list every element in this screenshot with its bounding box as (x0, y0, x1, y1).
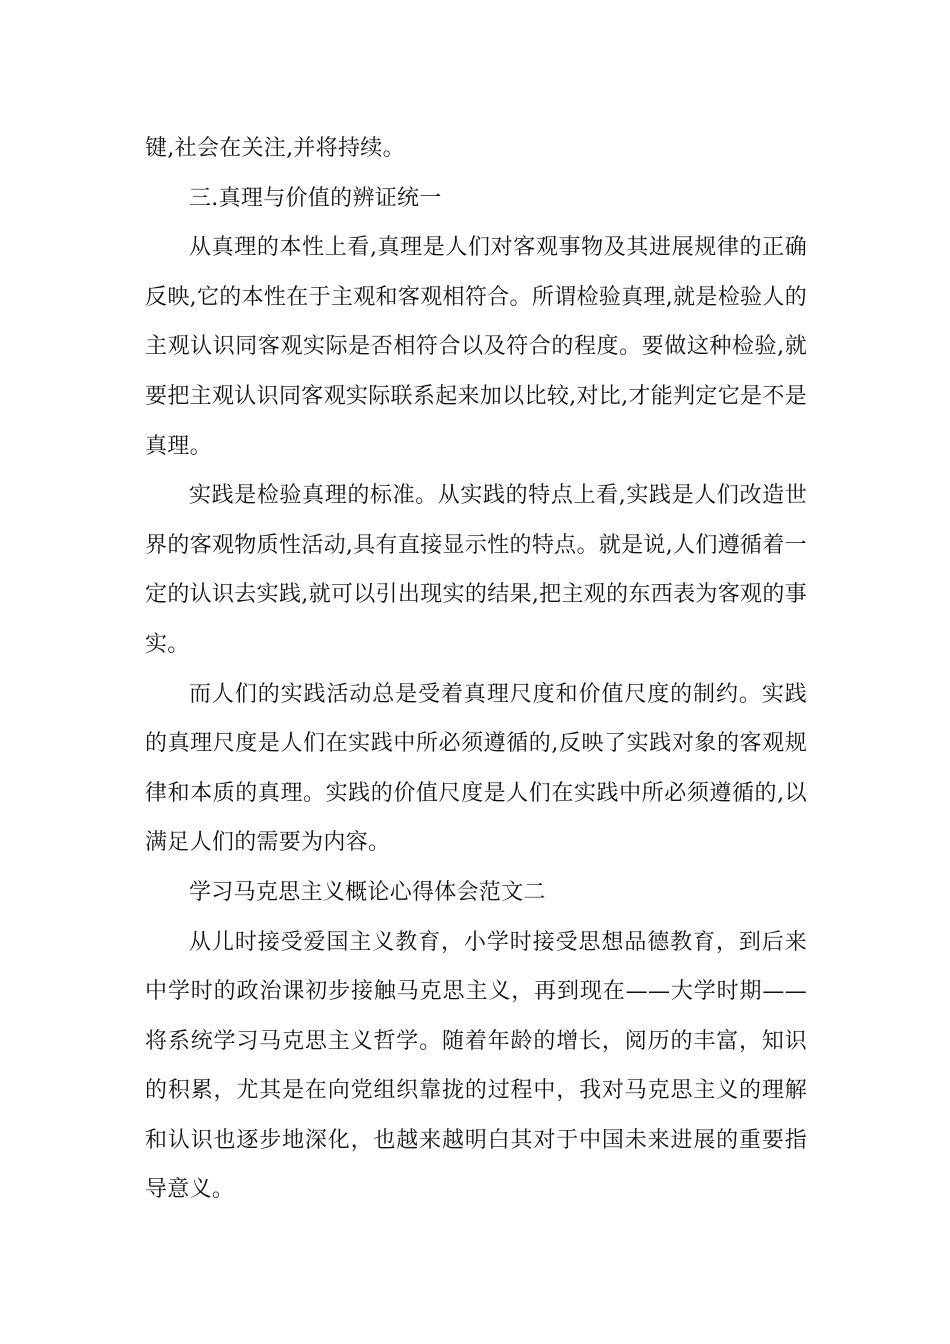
paragraph-essay-two-intro: 从儿时接受爱国主义教育，小学时接受思想品德教育，到后来中学时的政治课初步接触马克思主义，再到现在——大学时期——将系统学习马克思主义哲学。随着年龄的增长，阅历的丰富，知识的积累，尤其是在向党组织靠拢的过程中，我对马克思主义的理解和认识也逐步地深化，也越来越明白其对于中国未来进展的重要指导意义。 (145, 929, 807, 1203)
paragraph-practice-constraints: 而人们的实践活动总是受着真理尺度和价值尺度的制约。实践的真理尺度是人们在实践中所必须遵循的,反映了实践对象的客观规律和本质的真理。实践的价值尺度是人们在实践中所必须遵循的,以满足人们的需要为内容。 (145, 681, 807, 856)
section-heading-truth-value: 三.真理与价值的辨证统一 (189, 185, 442, 211)
section-heading-essay-two: 学习马克思主义概论心得体会范文二 (189, 879, 546, 905)
paragraph-continuation: 键,社会在关注,并将持续。 (145, 136, 405, 161)
paragraph-practice-standard: 实践是检验真理的标准。从实践的特点上看,实践是人们改造世界的客观物质性活动,具有直接显示性的特点。就是说,人们遵循着一定的认识去实践,就可以引出现实的结果,把主观的东西表为客观的事实。 (145, 483, 807, 657)
paragraph-truth-nature: 从真理的本性上看,真理是人们对客观事物及其进展规律的正确反映,它的本性在于主观和客观相符合。所谓检验真理,就是检验人的主观认识同客观实际是否相符合以及符合的程度。要做这种检验,就要把主观认识同客观实际联系起来加以比较,对比,才能判定它是不是真理。 (145, 235, 807, 459)
document-page (145, 124, 807, 1215)
